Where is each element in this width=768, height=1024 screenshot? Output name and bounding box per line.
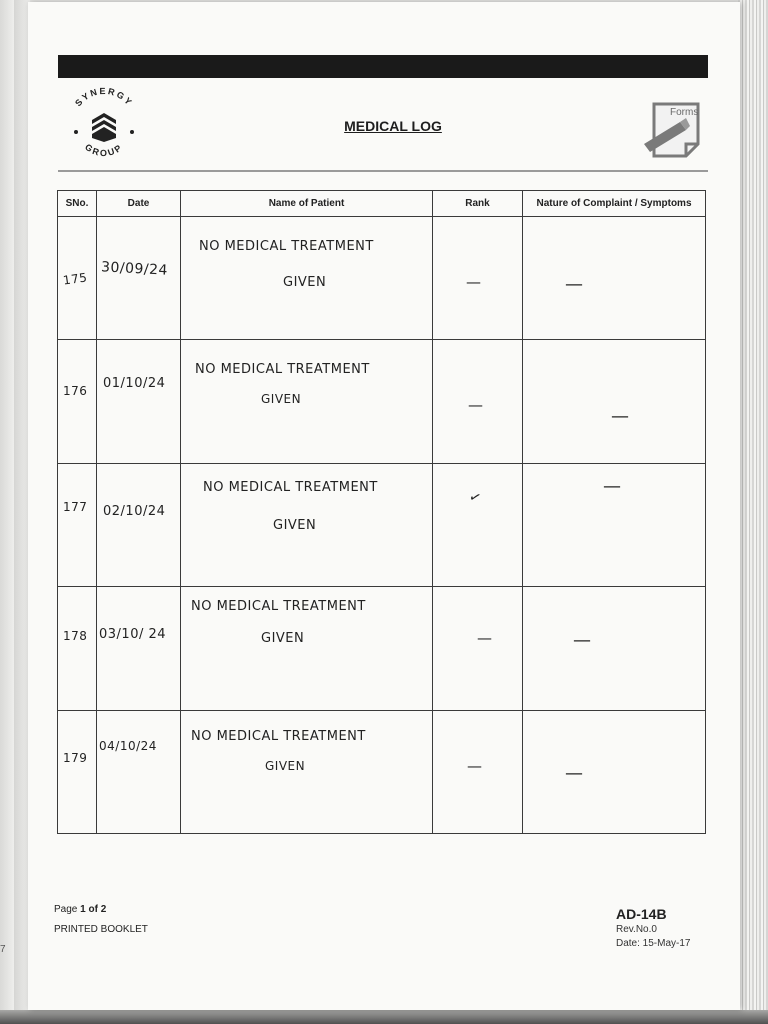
cell-patient <box>181 340 433 463</box>
page-title: MEDICAL LOG <box>344 118 442 134</box>
logo-text-top: SYNERGY <box>73 85 135 109</box>
table-row <box>58 710 706 833</box>
cell-date <box>97 340 181 463</box>
medical-log-table <box>57 190 706 834</box>
cell-complaint <box>523 463 706 586</box>
handwritten-patient-line1: NO MEDICAL TREATMENT <box>199 239 374 254</box>
handwritten-rank: — <box>477 629 493 648</box>
svg-text:SYNERGY <box>73 86 135 108</box>
handwritten-complaint: — <box>565 274 584 295</box>
footer-revision: Rev.No.0 <box>616 924 657 935</box>
handwritten-complaint: — <box>603 475 622 497</box>
cell-patient <box>181 710 433 833</box>
footer-date: Date: 15-May-17 <box>616 938 691 949</box>
logo-text-bottom: GROUP <box>83 141 125 159</box>
header-black-bar <box>58 55 708 78</box>
column-header-patient: Name of Patient <box>181 191 433 217</box>
cell-sno <box>58 340 97 463</box>
handwritten-patient-line1: NO MEDICAL TREATMENT <box>203 479 378 495</box>
handwritten-patient-line1: NO MEDICAL TREATMENT <box>195 362 370 378</box>
cell-date <box>97 217 181 340</box>
handwritten-sno: 177 <box>63 499 88 514</box>
handwritten-rank: ✓ <box>466 488 484 508</box>
handwritten-complaint: — <box>611 406 630 428</box>
page-stack-edge <box>738 0 768 1024</box>
handwritten-patient-line2: GIVEN <box>265 758 306 773</box>
cell-sno <box>58 217 97 340</box>
cell-complaint <box>523 710 706 833</box>
table-row <box>58 340 706 463</box>
cell-sno <box>58 587 97 710</box>
cell-sno <box>58 710 97 833</box>
cell-date <box>97 463 181 586</box>
column-header-rank: Rank <box>433 191 523 217</box>
column-header-complaint: Nature of Complaint / Symptoms <box>523 191 706 217</box>
column-header-sno: SNo. <box>58 191 97 217</box>
handwritten-patient-line1: NO MEDICAL TREATMENT <box>191 599 366 615</box>
forms-icon <box>640 100 704 160</box>
margin-page-number: 7 <box>0 944 6 955</box>
handwritten-date: 01/10/24 <box>103 376 166 392</box>
handwritten-rank: — <box>467 756 483 775</box>
cell-date <box>97 587 181 710</box>
cell-patient <box>181 217 433 340</box>
handwritten-patient-line2: GIVEN <box>261 631 305 647</box>
handwritten-rank: — <box>466 273 482 291</box>
table-row <box>58 217 706 340</box>
header-divider <box>58 170 708 172</box>
handwritten-patient-line2: GIVEN <box>283 275 327 290</box>
footer-form-code: AD-14B <box>616 906 667 922</box>
cell-rank <box>433 463 523 586</box>
cell-sno <box>58 463 97 586</box>
document-page <box>28 2 740 1010</box>
cell-rank <box>433 340 523 463</box>
cell-complaint <box>523 587 706 710</box>
cell-date <box>97 710 181 833</box>
cell-rank <box>433 217 523 340</box>
handwritten-patient-line1: NO MEDICAL TREATMENT <box>191 728 366 744</box>
handwritten-patient-line2: GIVEN <box>273 517 317 533</box>
handwritten-patient-line2: GIVEN <box>261 392 302 407</box>
table-row <box>58 587 706 710</box>
handwritten-sno: 175 <box>62 270 89 288</box>
handwritten-date: 02/10/24 <box>103 503 166 519</box>
handwritten-complaint: — <box>565 762 584 784</box>
cell-complaint <box>523 217 706 340</box>
handwritten-sno: 179 <box>63 750 88 765</box>
handwritten-rank: — <box>468 396 484 415</box>
handwritten-complaint: — <box>573 630 592 652</box>
table-header-row <box>58 191 706 217</box>
handwritten-date: 03/10/ 24 <box>99 627 167 643</box>
scan-bottom-shadow <box>0 1010 768 1024</box>
footer-booklet-label: PRINTED BOOKLET <box>54 924 148 935</box>
footer-page-number: Page 1 of 2 <box>54 904 107 915</box>
cell-rank <box>433 587 523 710</box>
handwritten-date: 30/09/24 <box>100 259 169 279</box>
cell-complaint <box>523 340 706 463</box>
synergy-group-logo <box>64 82 144 166</box>
handwritten-sno: 178 <box>63 629 88 644</box>
svg-text:GROUP <box>83 142 125 158</box>
cell-patient <box>181 463 433 586</box>
handwritten-date: 04/10/24 <box>99 738 157 753</box>
handwritten-sno: 176 <box>63 384 88 399</box>
column-header-date: Date <box>97 191 181 217</box>
cell-rank <box>433 710 523 833</box>
previous-page-edge <box>0 0 14 1024</box>
forms-icon-label: Forms <box>670 107 699 118</box>
table-row <box>58 463 706 586</box>
cell-patient <box>181 587 433 710</box>
